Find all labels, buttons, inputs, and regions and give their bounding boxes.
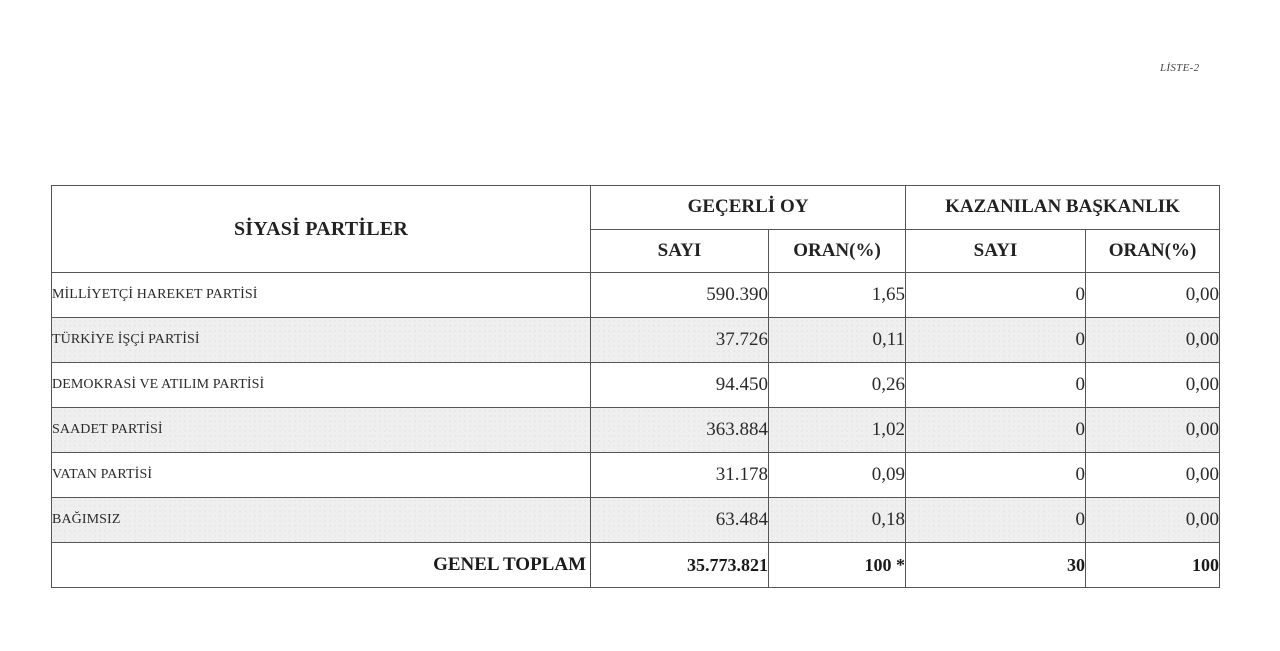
vote-count: 94.450: [591, 363, 769, 408]
party-column-header: SİYASİ PARTİLER: [52, 186, 591, 273]
won-mayoralties-group-header: KAZANILAN BAŞKANLIK: [906, 186, 1220, 230]
party-name: MİLLİYETÇİ HAREKET PARTİSİ: [52, 273, 591, 318]
election-results-table: [51, 185, 1220, 588]
won-ratio: 0,00: [1086, 408, 1220, 453]
table-row: [52, 273, 1220, 318]
table-row: [52, 318, 1220, 363]
party-name: BAĞIMSIZ: [52, 498, 591, 543]
total-vote-ratio: 100 *: [769, 543, 906, 588]
won-ratio-header: ORAN(%): [1086, 229, 1220, 273]
vote-ratio: 1,65: [769, 273, 906, 318]
vote-ratio: 0,11: [769, 318, 906, 363]
won-count: 0: [906, 498, 1086, 543]
total-row: [52, 543, 1220, 588]
table-row: [52, 453, 1220, 498]
total-won-count: 30: [906, 543, 1086, 588]
total-vote-count: 35.773.821: [591, 543, 769, 588]
vote-count: 63.484: [591, 498, 769, 543]
won-ratio: 0,00: [1086, 273, 1220, 318]
party-name: TÜRKİYE İŞÇİ PARTİSİ: [52, 318, 591, 363]
total-won-ratio: 100: [1086, 543, 1220, 588]
won-count: 0: [906, 363, 1086, 408]
vote-count: 590.390: [591, 273, 769, 318]
party-name: SAADET PARTİSİ: [52, 408, 591, 453]
header-row-groups: [52, 186, 1220, 230]
document-list-label: LİSTE-2: [1160, 62, 1200, 74]
party-name: DEMOKRASİ VE ATILIM PARTİSİ: [52, 363, 591, 408]
vote-ratio: 0,18: [769, 498, 906, 543]
won-count: 0: [906, 318, 1086, 363]
table-row: [52, 363, 1220, 408]
vote-ratio: 1,02: [769, 408, 906, 453]
vote-ratio: 0,26: [769, 363, 906, 408]
valid-votes-group-header: GEÇERLİ OY: [591, 186, 906, 230]
vote-count: 37.726: [591, 318, 769, 363]
won-ratio: 0,00: [1086, 453, 1220, 498]
party-name: VATAN PARTİSİ: [52, 453, 591, 498]
vote-count: 31.178: [591, 453, 769, 498]
table-row: [52, 498, 1220, 543]
vote-count: 363.884: [591, 408, 769, 453]
valid-votes-count-header: SAYI: [591, 229, 769, 273]
won-count: 0: [906, 408, 1086, 453]
table-row: [52, 408, 1220, 453]
won-count-header: SAYI: [906, 229, 1086, 273]
valid-votes-ratio-header: ORAN(%): [769, 229, 906, 273]
won-count: 0: [906, 453, 1086, 498]
won-count: 0: [906, 273, 1086, 318]
vote-ratio: 0,09: [769, 453, 906, 498]
total-label: GENEL TOPLAM: [52, 543, 591, 588]
won-ratio: 0,00: [1086, 363, 1220, 408]
won-ratio: 0,00: [1086, 498, 1220, 543]
won-ratio: 0,00: [1086, 318, 1220, 363]
